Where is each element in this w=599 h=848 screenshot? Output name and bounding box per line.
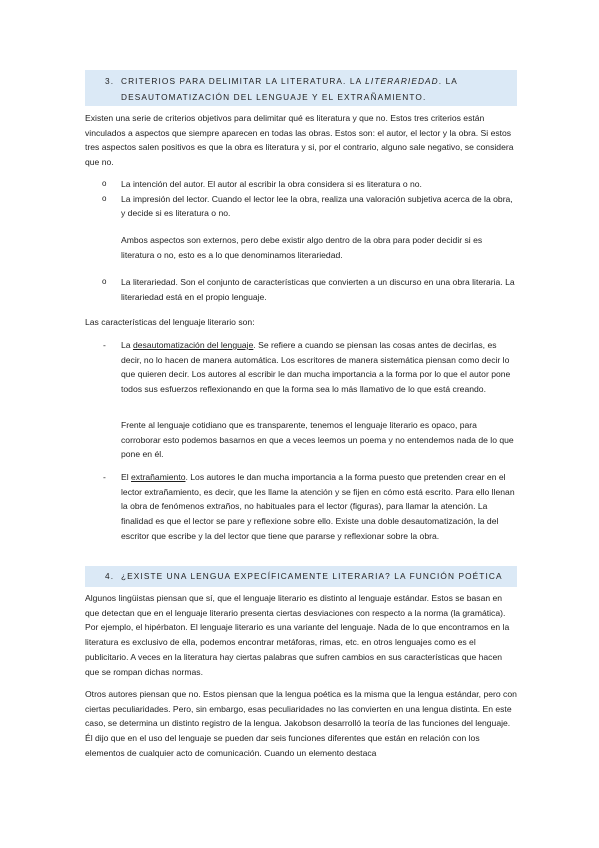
paragraph-yes: Algunos lingüistas piensan que sí, que el lenguaje literario es distinto al lenguaje estándar. Estos se basan en que detectan que en el lenguaje literario presenta ciertas desviaciones con respecto a la norma (la gramática). Por ejemplo, el hipérbaton. El lenguaje literario es una variante del lenguaje. Nada de lo que encontramos en la literatura es exclusivo de ella, podemos encontrar metáforas, rimas, etc. en otros lenguajes como es el publicitario. A veces en la literatura hay ciertas palabras que sufren cambios en sus características que hacen que se rompan dichas normas.: [85, 593, 510, 677]
paragraph-no: Otros autores piensan que no. Estos piensan que la lengua poética es la misma que la lengua estándar, pero con ciertas peculiaridades. Pero, sin embargo, esas peculiaridades no las convierten en una lengua distinta. En este caso, se determina un distinto registro de la lengua. Jakobson desarrolló la teoría de las funciones del lenguaje. Él dijo que en el uso del lenguaje se pueden dar seis funciones diferentes que están en relación con los elementos de cualquier acto de comunicación. Cuando un elemento destaca: [85, 689, 517, 758]
criterion-reader: o La impresión del lector. Cuando el lector lee la obra, realiza una valoración subjetiva acerca de la obra, y decide si es literatura o no.: [102, 193, 513, 219]
dash-marker: -: [103, 472, 106, 482]
bullet-marker: o: [102, 277, 107, 286]
literariedad-term: LITERARIEDAD: [365, 76, 439, 86]
section-3-title-line1: 3. CRITERIOS PARA DELIMITAR LA LITERATURA. LA LITERARIEDAD. LA: [105, 74, 517, 90]
intro-paragraph: Existen una serie de criterios objetivos para delimitar qué es literatura y que no. Estos tres criterios están vinculados a aspectos que siempre aparecen en todas las obras. Estos son: el autor, el lector y la obra. Si estos tres aspectos salen positivos es que la obra es literatura y si, por el contrario, alguno sale negativo, se considera que no.: [85, 113, 514, 168]
extranamiento-term: extrañamiento: [131, 472, 186, 482]
bullet-marker: o: [102, 179, 107, 188]
criteria-note: Ambos aspectos son externos, pero debe existir algo dentro de la obra para poder decidir si es literatura o no, esto es a lo que denominamos literariedad.: [121, 235, 483, 260]
dash-marker: -: [103, 340, 106, 350]
desautomatizacion-item: - La desautomatización del lenguaje. Se refiere a cuando se piensan las cosas antes de decirlas, es decir, no lo hacen de manera automática. Los escritores de manera sistemática piensan como decir lo que quieren decir. Los autores al escribir le dan mucha importancia a la forma por lo que el autor pone todos sus esfuerzos reflexionando en que la forma sea lo más llamativo de lo que está creando.: [103, 340, 511, 395]
section-4-heading: [85, 566, 517, 587]
criterion-literariedad: o La literariedad. Son el conjunto de características que convierten a un discurso en una obra literaria. La literariedad está en el propio lenguaje.: [102, 277, 515, 302]
section-3-number: 3.: [105, 76, 115, 86]
desautomatizacion-note: Frente al lenguaje cotidiano que es transparente, tenemos el lenguaje literario es opaco, para corroborar esto podemos basarnos en que a veces leemos un poema y no entendemos nada de lo que pone en él.: [121, 420, 514, 460]
criteria-list: [85, 177, 517, 221]
section-3-heading: [85, 70, 517, 106]
criterion-literariedad-list: [85, 275, 517, 304]
section-3-title-line2: DESAUTOMATIZACIÓN DEL LENGUAJE Y EL EXTRAÑAMIENTO.: [121, 91, 427, 102]
characteristics-intro: Las características del lenguaje literario son:: [85, 317, 255, 327]
section-4-number: 4.: [105, 571, 115, 581]
criterion-author: o La intención del autor. El autor al escribir la obra considera si es literatura o no.: [85, 177, 517, 192]
extranamiento-item: - El extrañamiento. Los autores le dan mucha importancia a la forma puesto que pretenden crear en el lector extrañamiento, es decir, que les llame la atención y se fijen en cómo está escrito. Para ello llenan la obra de fenómenos extraños, no habituales para el lector (figuras), para llamar la atención. La finalidad es que el lector se pare y reflexione sobre ello. Existe una doble desautomatización, la del escritor que escribe y la del lector que tiene que pararse y reflexionar sobre la obra.: [103, 472, 515, 541]
desautomatizacion-term: desautomatización del lenguaje: [132, 340, 254, 350]
section-4-title: ¿EXISTE UNA LENGUA EXPECÍFICAMENTE LITERARIA? LA FUNCIÓN POÉTICA: [121, 571, 503, 581]
bullet-marker: o: [102, 193, 107, 203]
